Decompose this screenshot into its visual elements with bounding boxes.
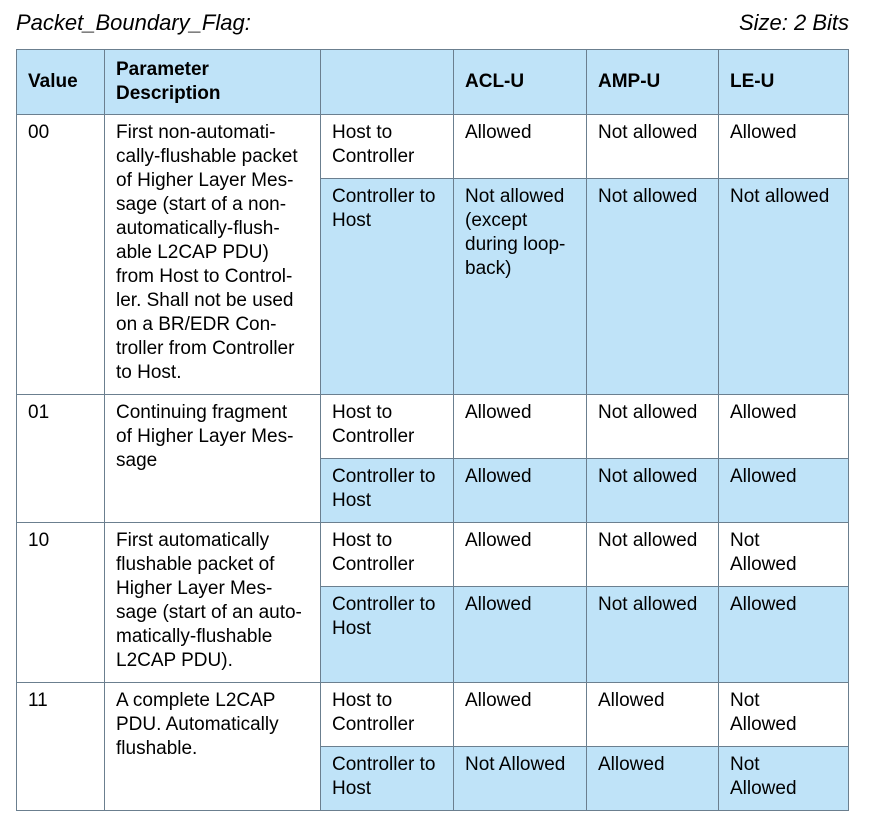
direction-cell: Controller to Host [321,587,454,683]
le-u-cell: Not allowed [719,179,849,395]
direction-cell: Controller to Host [321,179,454,395]
description-cell: First non-automati- cally-flushable packet of Higher Layer Mes- sage (start of a non- automatically-flush- able L2CAP PDU) from Host to Control- ler. Shall not be used on a BR/EDR Con- troller from Controller to Host. [105,115,321,395]
packet-boundary-flag-table [16,49,849,811]
value-cell: 11 [17,683,105,811]
acl-u-cell: Allowed [454,523,587,587]
amp-u-cell: Not allowed [587,395,719,459]
acl-u-cell: Allowed [454,459,587,523]
table-row [17,683,849,747]
acl-u-cell: Allowed [454,395,587,459]
amp-u-cell: Not allowed [587,179,719,395]
le-u-cell: Allowed [719,587,849,683]
amp-u-cell: Allowed [587,683,719,747]
direction-cell: Controller to Host [321,747,454,811]
value-cell: 01 [17,395,105,523]
amp-u-cell: Allowed [587,747,719,811]
le-u-cell: Not Allowed [719,683,849,747]
field-name-title: Packet_Boundary_Flag: [16,10,251,35]
table-header-row [17,50,849,115]
amp-u-cell: Not allowed [587,115,719,179]
acl-u-cell: Allowed [454,683,587,747]
acl-u-cell: Not Allowed [454,747,587,811]
column-header-acl-u: ACL-U [454,50,587,115]
direction-cell: Host to Controller [321,683,454,747]
le-u-cell: Allowed [719,459,849,523]
value-cell: 10 [17,523,105,683]
amp-u-cell: Not allowed [587,459,719,523]
column-header-amp-u: AMP-U [587,50,719,115]
value-cell: 00 [17,115,105,395]
table-body [17,115,849,811]
direction-cell: Host to Controller [321,395,454,459]
le-u-cell: Not Allowed [719,747,849,811]
acl-u-cell: Not allowed (except during loop- back) [454,179,587,395]
direction-cell: Host to Controller [321,523,454,587]
column-header-parameter-description: Parameter Description [105,50,321,115]
amp-u-cell: Not allowed [587,523,719,587]
table-row [17,395,849,459]
le-u-cell: Not Allowed [719,523,849,587]
le-u-cell: Allowed [719,115,849,179]
column-header-direction [321,50,454,115]
direction-cell: Host to Controller [321,115,454,179]
acl-u-cell: Allowed [454,115,587,179]
table-row [17,523,849,587]
description-cell: Continuing fragment of Higher Layer Mes- sage [105,395,321,523]
le-u-cell: Allowed [719,395,849,459]
column-header-le-u: LE-U [719,50,849,115]
field-size-label: Size: 2 Bits [738,10,849,35]
direction-cell: Controller to Host [321,459,454,523]
acl-u-cell: Allowed [454,587,587,683]
description-cell: First automatically flushable packet of Higher Layer Mes- sage (start of an auto- matically-flushable L2CAP PDU). [105,523,321,683]
table-row [17,115,849,179]
description-cell: A complete L2CAP PDU. Automatically flushable. [105,683,321,811]
amp-u-cell: Not allowed [587,587,719,683]
column-header-value: Value [17,50,105,115]
